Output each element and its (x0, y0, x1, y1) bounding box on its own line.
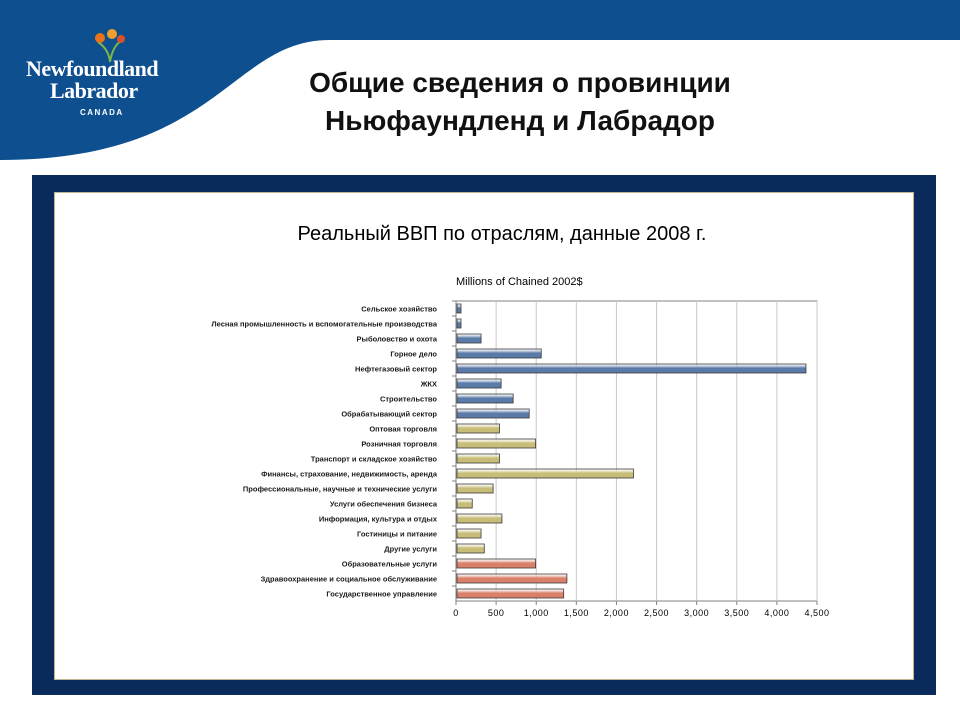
x-tick-label: 3,500 (724, 608, 750, 618)
slide-title-line-2: Ньюфаундленд и Лабрадор (325, 105, 715, 136)
bar (457, 499, 472, 508)
bar (457, 364, 806, 373)
newfoundland-labrador-logo (20, 28, 180, 128)
x-tick-label: 4,000 (764, 608, 790, 618)
x-tick-label: 1,500 (563, 608, 589, 618)
y-category-label: Другие услуги (384, 544, 437, 554)
bar (457, 454, 500, 463)
x-tick-label: 500 (487, 608, 505, 618)
y-category-label: Рыболовство и охота (356, 334, 437, 344)
x-tick-label: 3,000 (684, 608, 710, 618)
bar (457, 469, 633, 478)
y-category-label: Строительство (379, 394, 437, 404)
y-category-label: Розничная торговля (361, 439, 437, 449)
bar (457, 319, 461, 328)
chart-frame (32, 175, 936, 695)
bar (457, 514, 502, 523)
y-category-label: Здравоохранение и социальное обслуживание (260, 574, 437, 584)
bar (457, 559, 536, 568)
y-category-label: Нефтегазовый сектор (355, 364, 437, 374)
bar (457, 409, 529, 418)
y-category-label: Горное дело (390, 349, 437, 359)
y-category-label: Услуги обеспечения бизнеса (329, 499, 437, 509)
y-category-label: Образовательные услуги (341, 559, 437, 569)
y-category-label: Сельское хозяйство (361, 304, 437, 314)
bar (457, 544, 484, 553)
x-tick-label: 4,500 (804, 608, 830, 618)
y-category-label: Лесная промышленность и вспомогательные производства (211, 319, 437, 329)
bar (457, 304, 461, 313)
bar (457, 589, 564, 598)
bar (457, 424, 500, 433)
y-category-label: Оптовая торговля (369, 424, 437, 434)
bar (457, 349, 541, 358)
bar (457, 439, 536, 448)
gdp-bar-chart (55, 193, 913, 679)
x-axis-label: Millions of Chained 2002$ (456, 276, 583, 288)
slide-title (260, 64, 780, 140)
bar (457, 334, 481, 343)
logo-wordmark-labrador: Labrador (50, 78, 138, 103)
slide-title-line-1: Общие сведения о провинции (309, 67, 731, 98)
bar (457, 484, 493, 493)
logo-wordmark-canada: CANADA (80, 108, 124, 117)
x-tick-label: 2,000 (603, 608, 629, 618)
y-category-label: Финансы, страхование, недвижимость, аренда (261, 469, 437, 479)
x-tick-label: 0 (453, 608, 459, 618)
chart-panel (54, 192, 914, 680)
bar (457, 529, 481, 538)
y-category-label: Транспорт и складское хозяйство (310, 454, 437, 464)
bar (457, 574, 567, 583)
chart-title: Реальный ВВП по отраслям, данные 2008 г. (297, 223, 707, 245)
y-category-label: ЖКХ (420, 379, 437, 389)
plot-area (456, 301, 817, 601)
bar (457, 394, 513, 403)
page-number: 1 (902, 660, 908, 671)
y-category-label: Обрабатывающий сектор (341, 409, 437, 419)
y-category-label: Государственное управление (326, 589, 437, 599)
x-tick-label: 1,000 (523, 608, 549, 618)
logo-wordmark-newfoundland: Newfoundland (26, 56, 159, 81)
bar (457, 379, 501, 388)
x-tick-label: 2,500 (644, 608, 670, 618)
y-category-label: Профессиональные, научные и технические услуги (242, 484, 437, 494)
y-category-label: Информация, культура и отдых (318, 514, 437, 524)
y-category-label: Гостиницы и питание (356, 529, 437, 539)
